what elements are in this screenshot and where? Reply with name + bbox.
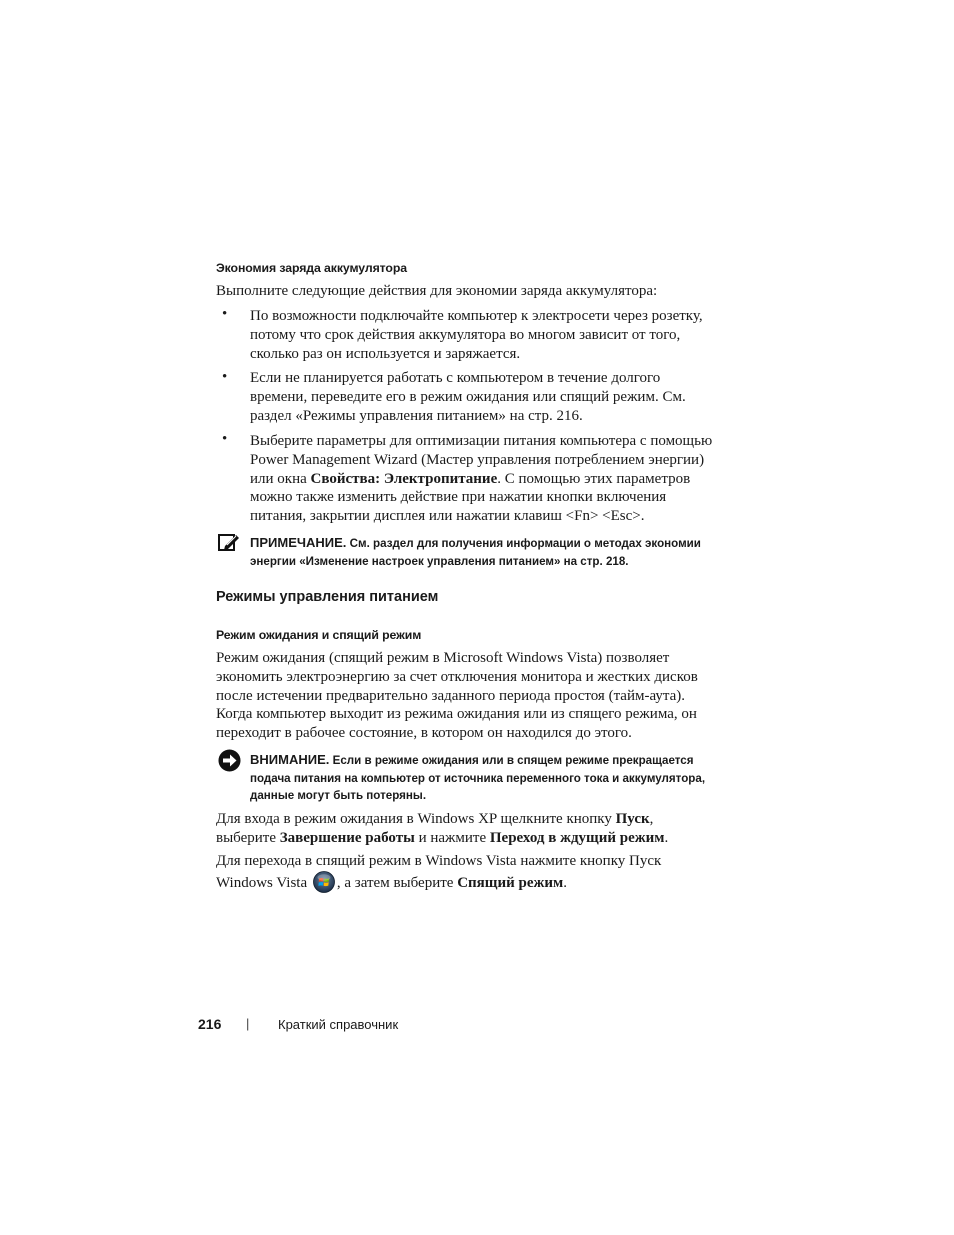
bullet-mark: • xyxy=(222,306,228,322)
shutdown-label: Завершение работы xyxy=(279,829,415,846)
paragraph-line: Когда компьютер выходит из режима ожидания или из спящего режима, он xyxy=(216,706,697,723)
battery-intro xyxy=(216,282,657,301)
footer-title: Краткий справочник xyxy=(278,1017,399,1032)
power-properties-label: Свойства: Электропитание xyxy=(310,470,498,487)
power-modes-heading: Режимы управления питанием xyxy=(216,589,439,605)
bullet-1-line-1: По возможности подключайте компьютер к электросети через розетку, xyxy=(250,308,703,324)
bullet-3-line-1: Выберите параметры для оптимизации питания компьютера с помощью xyxy=(250,433,713,449)
note-line-2: энергии «Изменение настроек управления питанием» на стр. 218. xyxy=(250,554,629,568)
standby-label: Переход в ждущий режим xyxy=(489,829,665,846)
caution-line-3: данные могут быть потеряны. xyxy=(250,789,427,802)
battery-section-heading: Экономия заряда аккумулятора xyxy=(216,261,407,275)
footer-separator: | xyxy=(246,1016,250,1031)
bullet-3-line-2: Power Management Wizard (Мастер управления потреблением энергии) xyxy=(250,451,705,468)
bullet-1-line-2: потому что срок действия аккумулятора во многом зависит от того, xyxy=(250,326,681,343)
bullet-1-line-3: сколько раз он используется и заряжается. xyxy=(250,345,521,362)
caution-arrow-icon xyxy=(218,749,241,772)
vista-line-1: Для перехода в спящий режим в Windows Vista нажмите кнопку Пуск xyxy=(216,853,662,869)
caution-line-2: подача питания на компьютер от источника переменного тока и аккумулятора, xyxy=(250,771,706,785)
bullet-2-line-2: времени, переведите его в режим ожидания или спящий режим. См. xyxy=(250,388,686,405)
battery-intro-text: Выполните следующие действия для экономии заряда аккумулятора: xyxy=(216,283,658,299)
pencil-note-icon xyxy=(218,532,240,552)
paragraph-line: после истечении предварительно заданного периода простоя (тайм-аута). xyxy=(216,687,686,704)
xp-instructions: Для входа в режим ожидания в Windows XP щелкните кнопку Пуск, выберите Завершение работы и нажмите Переход в ждущий режим. xyxy=(216,811,669,846)
standby-paragraph xyxy=(216,649,698,743)
bullet-2-line-3: раздел «Режимы управления питанием» на стр. 216. xyxy=(250,407,583,424)
paragraph-line: переходит в рабочее состояние, в котором он находился до этого. xyxy=(216,725,632,742)
vista-instructions: Для перехода в спящий режим в Windows Vista нажмите кнопку Пуск Windows Vista , а затем выберите Спящий режим. xyxy=(216,853,662,891)
bullet-mark: • xyxy=(222,431,228,447)
caution-text: ВНИМАНИЕ. Если в режиме ожидания или в спящем режиме прекращается подача питания на компьютер от источника переменного тока и аккумулятора, данные могут быть потеряны. xyxy=(250,751,705,805)
standby-sleep-subheading: Режим ожидания и спящий режим xyxy=(216,628,422,642)
bullet-3-line-4: можно также изменить действие при нажатии кнопки включения xyxy=(250,489,667,506)
start-label: Пуск xyxy=(615,811,650,827)
bullet-2-line-1: Если не планируется работать с компьютером в течение долгого xyxy=(250,370,661,386)
page-number: 216 xyxy=(198,1016,222,1032)
note-label: ПРИМЕЧАНИЕ. xyxy=(250,535,347,550)
bullet-item-2 xyxy=(250,369,720,425)
sleep-label: Спящий режим xyxy=(457,874,564,891)
bullet-item-1 xyxy=(250,307,720,363)
bullet-3-line-3: или окна Свойства: Электропитание. С помощью этих параметров xyxy=(250,470,691,487)
bullet-item-3 xyxy=(250,432,720,526)
caution-label: ВНИМАНИЕ. xyxy=(250,752,330,767)
windows-vista-start-icon xyxy=(313,871,335,893)
bullet-mark: • xyxy=(222,369,228,385)
paragraph-line: Режим ожидания (спящий режим в Microsoft Windows Vista) позволяет xyxy=(216,650,670,666)
note-text: ПРИМЕЧАНИЕ. См. раздел для получения информации о методах экономии энергии «Изменение настроек управления питанием» на стр. 218. xyxy=(250,534,701,570)
bullet-3-line-5: питания, закрытии дисплея или нажатии клавиш <Fn> <Esc>. xyxy=(250,508,645,525)
paragraph-line: экономить электроэнергию за счет отключения монитора и жестких дисков xyxy=(216,668,698,685)
